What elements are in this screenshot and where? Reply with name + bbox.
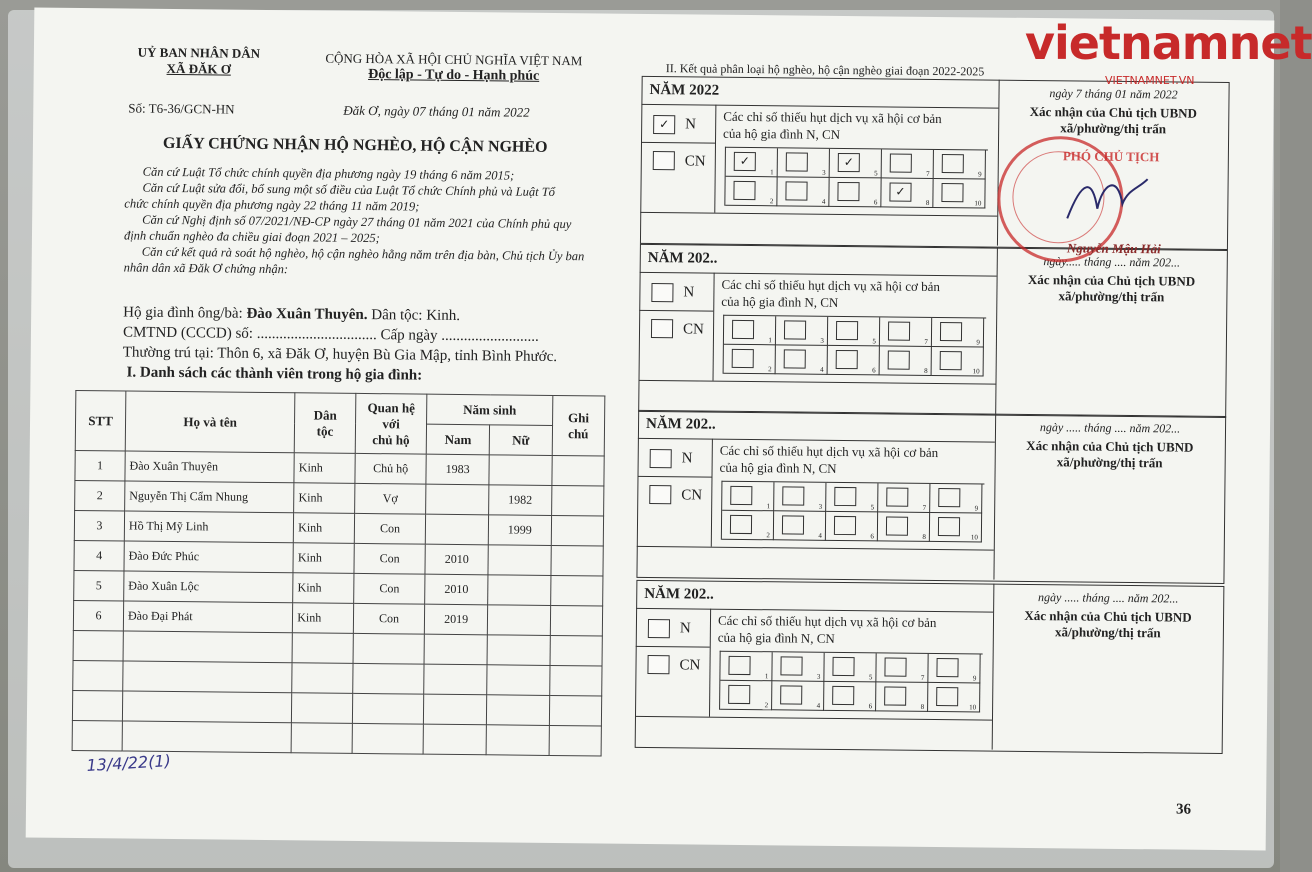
document-title: GIẤY CHỨNG NHẬN HỘ NGHÈO, HỘ CẬN NGHÈO	[162, 134, 548, 156]
indicator-checkbox	[786, 152, 808, 171]
confirm-subtitle: xã/phường/thị trấn	[1054, 624, 1161, 641]
indicator-number: 4	[820, 365, 824, 374]
indicator-label-2: của hộ gia đình N, CN	[723, 125, 841, 142]
confirm-subtitle: xã/phường/thị trấn	[1058, 288, 1165, 305]
indicator-checkbox	[886, 487, 908, 506]
member-stt-cell: 2	[75, 480, 125, 511]
indicator-checkbox	[834, 487, 856, 506]
indicator-number: 5	[872, 337, 876, 346]
indicator-checkbox	[938, 517, 960, 536]
member-relation-cell: Con	[353, 603, 425, 634]
household-info	[123, 302, 644, 367]
n-label: N	[685, 116, 697, 133]
indicator-label-1: Các chỉ số thiếu hụt dịch vụ xã hội cơ bản	[717, 612, 937, 631]
indicator-cell	[930, 484, 982, 514]
indicator-cell	[826, 512, 878, 542]
header-relation-line: Quan hệ	[367, 399, 416, 416]
indicator-number: 9	[972, 674, 977, 683]
indicator-checkbox	[836, 321, 858, 340]
member-male-cell	[424, 694, 487, 725]
member-female-cell: 1982	[489, 485, 552, 516]
handwritten-note: 13/4/22(1)	[85, 751, 172, 776]
member-note-cell	[549, 725, 601, 756]
indicator-number: 6	[873, 198, 878, 207]
indicator-checkbox	[784, 349, 806, 368]
member-note-cell	[550, 575, 602, 606]
indicator-number: 3	[816, 672, 821, 681]
header-relation	[355, 393, 427, 454]
indicator-checkbox: ✓	[734, 152, 756, 171]
indicator-checkbox	[832, 686, 854, 705]
indicator-number: 1	[764, 672, 769, 681]
indicator-number: 9	[978, 170, 982, 179]
indicator-number: 2	[764, 701, 769, 710]
member-ethnic-cell: Kinh	[294, 513, 355, 544]
indicator-cell	[720, 652, 772, 682]
national-header	[299, 50, 609, 85]
indicator-cell	[829, 178, 881, 208]
indicator-checkbox	[888, 321, 910, 340]
indicator-number: 8	[925, 198, 930, 207]
member-female-cell	[487, 635, 550, 666]
indicator-checkbox	[730, 515, 752, 534]
indicator-checkbox	[884, 657, 906, 676]
vietnamnet-watermark	[1025, 16, 1312, 87]
signer-name: Nguyễn Mậu Hải	[1066, 240, 1161, 257]
indicator-label-2: của hộ gia đình N, CN	[717, 629, 835, 646]
cn-label: CN	[679, 657, 701, 674]
member-name-cell	[122, 721, 292, 753]
legal-basis	[124, 163, 640, 280]
n-checkbox	[651, 283, 673, 302]
members-table	[72, 390, 606, 757]
member-male-cell: 2010	[425, 574, 488, 605]
indicator-cell	[824, 653, 876, 683]
member-stt-cell: 6	[73, 600, 123, 631]
indicator-cell	[826, 483, 878, 513]
confirm-title: Xác nhận của Chủ tịch UBND	[1024, 607, 1192, 625]
indicator-number: 3	[822, 168, 826, 177]
member-relation-cell	[352, 723, 424, 754]
n-label: N	[681, 450, 693, 467]
indicator-cell	[932, 318, 984, 348]
indicator-number: 1	[770, 168, 774, 177]
member-ethnic-cell: Kinh	[294, 453, 355, 484]
indicator-checkbox	[780, 685, 802, 704]
indicator-cell	[930, 513, 982, 543]
indicator-cell	[774, 482, 826, 512]
indicator-checkbox	[938, 488, 960, 507]
indicator-checkbox	[728, 656, 750, 675]
member-stt-cell: 5	[74, 570, 124, 601]
indicator-checkbox	[782, 515, 804, 534]
classification-section-title: II. Kết quả phân loại hộ nghèo, hộ cận nghèo giai đoạn 2022-2025	[665, 61, 985, 79]
indicator-cell	[722, 511, 774, 541]
indicator-cell	[776, 316, 828, 346]
residence-line: Thường trú tại: Thôn 6, xã Đăk Ơ, huyện Bù Gia Mập, tỉnh Bình Phước.	[122, 344, 558, 366]
committee-line-2: XÃ ĐĂK Ơ	[166, 60, 231, 77]
indicator-number: 3	[820, 336, 824, 345]
n-label: N	[683, 284, 695, 301]
member-male-cell	[426, 484, 489, 515]
indicator-checkbox	[836, 350, 858, 369]
indicator-number: 4	[818, 531, 822, 540]
indicator-number: 9	[976, 338, 980, 347]
header-ethnic	[294, 393, 355, 454]
member-relation-cell: Con	[354, 543, 426, 574]
indicator-number: 2	[769, 197, 774, 206]
basis-line: Căn cứ Luật Tổ chức chính quyền địa phương ngày 19 tháng 6 năm 2015;	[142, 164, 515, 183]
indicator-cell	[724, 316, 776, 346]
indicator-cell	[724, 345, 776, 375]
member-name-cell: Hồ Thị Mỹ Linh	[124, 511, 294, 543]
indicator-label-2: của hộ gia đình N, CN	[721, 293, 839, 310]
year-label: NĂM 202..	[645, 415, 716, 433]
cn-checkbox	[651, 319, 673, 338]
basis-line: Căn cứ Luật sửa đổi, bổ sung một số điều của Luật Tổ chức Chính phủ và Luật Tổ	[142, 180, 556, 199]
indicator-cell	[776, 345, 828, 375]
header-relation-line: với	[382, 415, 400, 431]
member-name-cell: Đào Đại Phát	[123, 601, 293, 633]
confirm-title: Xác nhận của Chủ tịch UBND	[1027, 271, 1196, 289]
place-date: Đăk Ơ, ngày 07 tháng 01 năm 2022	[343, 102, 530, 120]
indicator-cell	[876, 653, 928, 683]
basis-line: Căn cứ kết quả rà soát hộ nghèo, hộ cận nghèo hằng năm trên địa bàn, Chủ tịch Ủy ban	[141, 244, 585, 264]
indicator-number: 10	[969, 703, 977, 712]
indicator-number: 7	[926, 169, 930, 178]
n-checkbox	[648, 619, 670, 638]
confirm-title: Xác nhận của Chủ tịch UBND	[1029, 103, 1198, 121]
indicator-checkbox	[837, 182, 859, 201]
member-ethnic-cell: Kinh	[293, 603, 354, 634]
indicator-cell	[932, 347, 984, 377]
member-male-cell: 2019	[425, 604, 488, 635]
member-female-cell	[487, 665, 550, 696]
indicator-number: 1	[766, 502, 771, 511]
member-ethnic-cell: Kinh	[293, 543, 354, 574]
member-stt-cell	[72, 690, 122, 721]
header-stt: STT	[75, 390, 126, 451]
member-note-cell	[551, 545, 603, 576]
member-relation-cell	[353, 633, 425, 664]
indicator-checkbox	[728, 685, 750, 704]
member-stt-cell	[72, 720, 122, 751]
member-female-cell	[487, 605, 550, 636]
member-relation-cell: Vợ	[355, 483, 427, 514]
indicator-cell	[928, 654, 980, 684]
confirm-subtitle: xã/phường/thị trấn	[1060, 120, 1167, 137]
indicator-checkbox	[834, 516, 856, 535]
indicator-label-2: của hộ gia đình N, CN	[719, 459, 837, 476]
cn-label: CN	[681, 487, 703, 504]
indicator-cell	[828, 317, 880, 347]
indicator-number: 9	[974, 504, 979, 513]
indicator-cell	[878, 512, 930, 542]
indicator-checkbox	[936, 658, 958, 677]
member-ethnic-cell	[292, 693, 353, 724]
indicator-cell	[774, 511, 826, 541]
basis-line: Căn cứ Nghị định số 07/2021/NĐ-CP ngày 27 tháng 01 năm 2021 của Chính phủ quy	[142, 212, 572, 232]
member-note-cell	[552, 455, 604, 486]
member-relation-cell	[352, 693, 424, 724]
indicator-cell	[882, 149, 934, 179]
indicator-label-1: Các chỉ số thiếu hụt dịch vụ xã hội cơ bản	[723, 108, 942, 127]
member-relation-cell: Con	[354, 573, 426, 604]
indicator-cell	[720, 681, 772, 711]
member-note-cell	[550, 665, 602, 696]
member-ethnic-cell	[291, 723, 352, 754]
confirm-date: ngày..... tháng .... năm 202...	[1043, 254, 1181, 270]
header-ethnic-line: tộc	[316, 423, 334, 439]
header-birth-year: Năm sinh	[427, 394, 553, 425]
committee-line-1: UỶ BAN NHÂN DÂN	[137, 44, 261, 61]
id-card-line: CMTND (CCCD) số: ................................ Cấp ngày ..........................	[122, 324, 539, 345]
member-female-cell	[489, 455, 552, 486]
indicator-number: 7	[924, 337, 928, 346]
member-note-cell	[551, 485, 603, 516]
member-stt-cell: 4	[74, 540, 124, 571]
indicator-number: 4	[816, 701, 821, 710]
indicator-cell	[824, 682, 876, 712]
indicator-cell	[778, 148, 830, 178]
indicator-checkbox	[784, 320, 806, 339]
indicator-checkbox	[886, 516, 908, 535]
n-label: N	[679, 620, 691, 637]
cn-checkbox	[647, 655, 669, 674]
basis-line: chức chính quyền địa phương ngày 22 tháng 11 năm 2019;	[124, 196, 420, 214]
indicator-checkbox	[785, 181, 807, 200]
indicator-number: 8	[924, 366, 928, 375]
member-ethnic-cell: Kinh	[294, 483, 355, 514]
member-name-cell	[123, 661, 293, 693]
member-name-cell: Nguyễn Thị Cẩm Nhung	[125, 481, 295, 513]
indicator-number: 4	[821, 197, 826, 206]
year-label: NĂM 202..	[647, 249, 718, 267]
watermark-subtext: VIETNAMNET.VN	[1105, 74, 1195, 87]
indicator-number: 8	[922, 532, 926, 541]
basis-line: định chuẩn nghèo đa chiều giai đoạn 2021 – 2025;	[123, 228, 380, 246]
member-note-cell	[549, 695, 601, 726]
indicator-checkbox	[732, 349, 754, 368]
indicator-number: 2	[768, 365, 772, 374]
member-name-cell	[123, 631, 293, 663]
indicator-checkbox	[940, 322, 962, 341]
indicator-cell	[934, 150, 986, 180]
watermark-text: vietnamnet	[1025, 16, 1312, 70]
basis-line: nhân dân xã Đăk Ơ chứng nhận:	[123, 260, 289, 277]
indicator-checkbox	[782, 486, 804, 505]
indicator-cell	[772, 652, 824, 682]
member-relation-cell	[353, 663, 425, 694]
cn-checkbox	[649, 485, 671, 504]
indicator-number: 3	[818, 502, 823, 511]
member-female-cell	[488, 545, 551, 576]
republic-title: CỘNG HÒA XÃ HỘI CHỦ NGHĨA VIỆT NAM	[325, 50, 583, 69]
header-relation-line: chủ hộ	[372, 431, 410, 447]
indicator-checkbox	[940, 351, 962, 370]
committee-name	[124, 44, 274, 78]
header-note-line: Ghi	[567, 409, 590, 425]
household-prefix: Hộ gia đình ông/bà:	[123, 304, 243, 322]
indicator-number: 10	[972, 367, 980, 376]
confirm-date: ngày 7 tháng 01 năm 2022	[1049, 86, 1178, 102]
indicator-checkbox	[890, 153, 912, 172]
certificate-page	[26, 8, 1275, 851]
indicator-checkbox	[941, 183, 963, 202]
indicator-cell	[830, 149, 882, 179]
member-note-cell	[551, 515, 603, 546]
n-checkbox: ✓	[653, 115, 675, 134]
member-relation-cell: Con	[354, 513, 426, 544]
indicator-cell	[928, 683, 980, 713]
indicator-cell	[881, 178, 933, 208]
indicator-cell	[725, 177, 777, 207]
indicator-number: 1	[768, 336, 772, 345]
member-note-cell	[550, 635, 602, 666]
indicator-number: 2	[766, 531, 770, 540]
member-name-cell	[122, 691, 292, 723]
member-stt-cell: 1	[75, 450, 125, 481]
cn-label: CN	[684, 153, 706, 170]
indicator-number: 6	[868, 702, 873, 711]
member-ethnic-cell: Kinh	[293, 573, 354, 604]
indicator-checkbox	[732, 320, 754, 339]
household-head-name: Đào Xuân Thuyên.	[246, 305, 368, 324]
confirm-title: Xác nhận của Chủ tịch UBND	[1026, 437, 1194, 455]
indicator-number: 7	[920, 673, 925, 682]
document-number: Số: T6-36/GCN-HN	[128, 100, 235, 117]
member-male-cell: 1983	[426, 454, 489, 485]
indicator-cell	[880, 346, 932, 376]
indicator-checkbox	[942, 154, 964, 173]
household-ethnicity: Dân tộc: Kinh.	[371, 307, 461, 325]
member-name-cell: Đào Xuân Thuyên	[125, 451, 295, 483]
indicator-cell	[876, 682, 928, 712]
member-rows	[72, 450, 604, 756]
member-name-cell: Đào Đức Phúc	[124, 541, 294, 573]
indicator-checkbox: ✓	[838, 153, 860, 172]
confirm-date: ngày ..... tháng .... năm 202...	[1039, 420, 1181, 436]
indicator-checkbox	[884, 686, 906, 705]
indicator-number: 10	[970, 533, 978, 542]
indicator-cell	[878, 483, 930, 513]
confirm-subtitle: xã/phường/thị trấn	[1056, 454, 1163, 471]
member-ethnic-cell	[292, 663, 353, 694]
cn-label: CN	[682, 321, 704, 338]
indicator-number: 8	[920, 702, 925, 711]
header-note	[552, 395, 605, 456]
indicator-cell	[828, 346, 880, 376]
indicator-number: 7	[922, 503, 927, 512]
header-name: Họ và tên	[125, 391, 295, 453]
indicator-checkbox	[730, 486, 752, 505]
member-note-cell	[550, 605, 602, 636]
indicator-cell	[880, 317, 932, 347]
national-motto: Độc lập - Tự do - Hạnh phúc	[368, 67, 540, 84]
indicator-number: 5	[870, 503, 875, 512]
member-stt-cell	[73, 630, 123, 661]
member-male-cell	[424, 664, 487, 695]
header-male: Nam	[426, 424, 489, 455]
member-stt-cell: 3	[74, 510, 124, 541]
page-number: 36	[1175, 801, 1192, 818]
indicator-checkbox	[936, 687, 958, 706]
indicator-label-1: Các chỉ số thiếu hụt dịch vụ xã hội cơ bản	[719, 442, 939, 461]
header-note-line: chú	[568, 425, 589, 441]
table-row	[72, 720, 601, 756]
member-female-cell	[486, 725, 549, 756]
indicator-checkbox	[733, 181, 755, 200]
n-checkbox	[650, 449, 672, 468]
header-female: Nữ	[489, 425, 552, 456]
indicator-label-1: Các chỉ số thiếu hụt dịch vụ xã hội cơ bản	[721, 276, 941, 295]
indicator-checkbox	[780, 656, 802, 675]
member-relation-cell: Chủ hộ	[355, 453, 427, 484]
member-male-cell	[426, 514, 489, 545]
member-stt-cell	[73, 660, 123, 691]
indicator-number: 5	[868, 673, 873, 682]
indicator-cell	[772, 681, 824, 711]
indicator-cell	[777, 177, 829, 207]
member-female-cell	[486, 695, 549, 726]
indicator-number: 10	[974, 199, 982, 208]
header-ethnic-line: Dân	[313, 406, 337, 423]
indicator-checkbox: ✓	[889, 182, 911, 201]
indicator-cell	[933, 179, 985, 209]
member-male-cell	[423, 724, 486, 755]
indicator-checkbox	[832, 657, 854, 676]
members-section-title: I. Danh sách các thành viên trong hộ gia đình:	[126, 364, 423, 384]
member-male-cell: 2010	[425, 544, 488, 575]
member-female-cell	[488, 575, 551, 606]
indicator-number: 6	[870, 532, 874, 541]
signature	[1062, 168, 1153, 229]
member-male-cell	[424, 634, 487, 665]
member-female-cell: 1999	[488, 515, 551, 546]
indicator-cell	[726, 148, 778, 178]
member-name-cell: Đào Xuân Lộc	[124, 571, 294, 603]
year-label: NĂM 202..	[644, 585, 714, 603]
indicator-cell	[722, 482, 774, 512]
confirm-date: ngày ..... tháng .... năm 202...	[1038, 590, 1179, 606]
indicator-number: 5	[874, 169, 878, 178]
cn-checkbox	[653, 151, 675, 170]
indicator-checkbox	[888, 350, 910, 369]
year-label: NĂM 2022	[649, 81, 720, 99]
signer-title: PHÓ CHỦ TỊCH	[1062, 148, 1160, 165]
indicator-number: 6	[872, 366, 876, 375]
member-ethnic-cell	[292, 633, 353, 664]
